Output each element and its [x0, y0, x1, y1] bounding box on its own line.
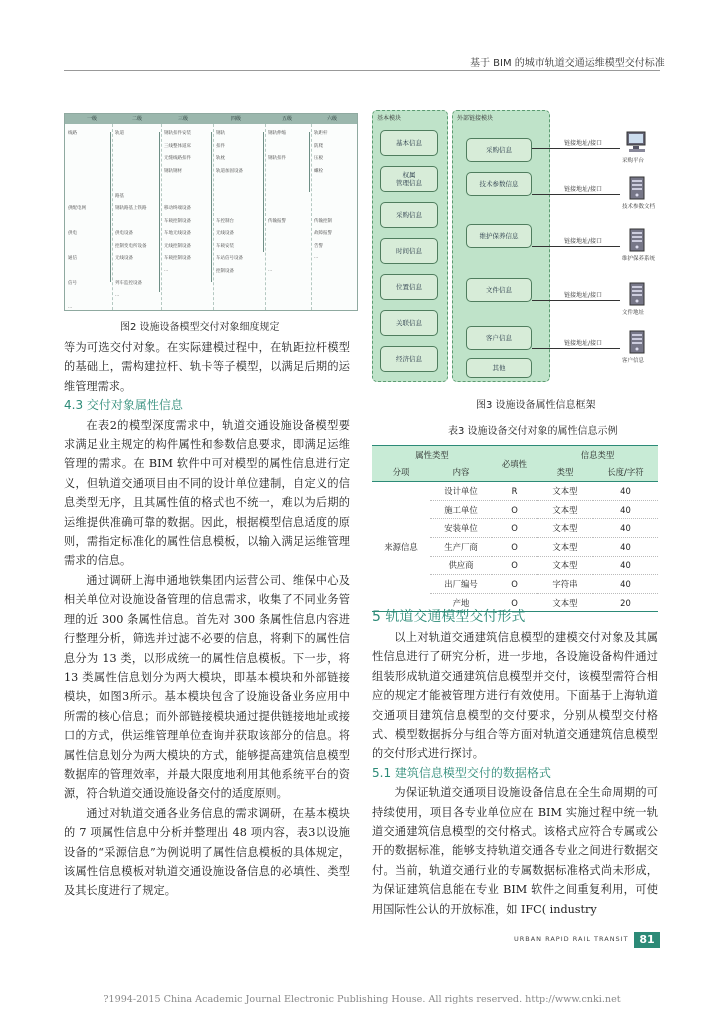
external-module-item: 客户信息	[466, 326, 532, 350]
cell-type: 文本型	[537, 500, 593, 519]
fig2-node: 线路	[68, 131, 77, 136]
fig2-col-head: 二级	[132, 116, 143, 122]
th-length: 长度/字符	[593, 464, 658, 482]
basic-module-item: 关联信息	[380, 310, 438, 336]
running-header: 基于 BIM 的城市轨道交通运维模型交付标准	[470, 58, 665, 69]
fig2-node: 传输控制	[314, 218, 332, 224]
cell-length: 40	[593, 519, 658, 538]
figure-2-caption: 图2 设施设备模型交付对象细度规定	[120, 322, 280, 333]
fig2-node: 无线设备	[216, 231, 234, 236]
system-label: 维护保养系统	[622, 256, 656, 262]
fig2-node: 钢轨	[216, 131, 225, 136]
paragraph: 以上对轨道交通建筑信息模型的建模交付对象及其属性信息进行了研究分析，进一步地，各设施设备构件通过组装形成轨道交通建筑信息模型并交付，该模型需符合相应的规定才能被管理方进行有效使用。下面基于上海轨道交通项目建筑信息模型的交付要求，分别从模型交付格式、模型数据拆分与组合等方面对轨道交通建筑信息模型的交付形式进行探讨。	[372, 631, 658, 761]
table-3	[372, 445, 658, 612]
fig2-node: 无缝线路扣件	[164, 156, 191, 161]
fig2-node: 车控制台	[216, 218, 234, 224]
table-3-body	[372, 482, 658, 612]
fig2-node: 信号	[68, 281, 77, 286]
cell-type: 文本型	[537, 593, 593, 612]
basic-module-item: 权属 管理信息	[380, 166, 438, 192]
basic-module-item: 基本信息	[380, 130, 438, 156]
basic-module-item: 位置信息	[380, 274, 438, 300]
fig2-connector	[159, 132, 160, 292]
fig2-col-head: 六级	[327, 116, 338, 122]
cell-required: O	[492, 556, 537, 575]
fig2-divider	[161, 124, 162, 310]
cell-length: 40	[593, 556, 658, 575]
fig2-node: 移动终端设备	[164, 206, 191, 211]
figure-3-caption: 图3 设施设备属性信息框架	[476, 400, 596, 411]
paragraph: 为保证轨道交通项目设施设备信息在全生命周期的可持续使用，项目各专业单位应在 BIM 实施过程中统一轨道交通建筑信息模型的交付格式。该格式应符合专属或公开的数据标准，能够支持轨道交通各专业之间进行数据交付。当前，轨道交通行业的专属数据标准格式尚未形成，为保证建筑信息能在专业 BIM 软件之间重复利用，可使用国际性公认的开放标准，如 IFC( industry	[372, 786, 658, 916]
th-class: 分项	[372, 464, 430, 482]
th-attr-type: 属性类型	[372, 446, 492, 464]
link-label: 链接地址/接口	[564, 340, 603, 347]
basic-module-item: 经济信息	[380, 346, 438, 372]
cell-length: 40	[593, 482, 658, 501]
fig2-divider	[265, 124, 266, 310]
fig2-node: 传输报警	[268, 218, 286, 224]
cell-required: O	[492, 593, 537, 612]
paragraph: 通过调研上海申通地铁集团内运营公司、维保中心及相关单位对设施设备管理的信息需求，收集了不同业务管理的近 300 条属性信息。首先对 300 条属性信息内容进行整理分析，筛选并过滤不必要的信息，将剩下的属性信息分为 13 类，以形成统一的属性信息模板。下一步，将 13 类属性信息划分为两大模块，即基本模块和外部链接模块，如图3所示。基本模块包含了设施设备业务应用中所需的核心信息；而外部链接模块通过提供链接地址或接口的方式，供运维管理单位查询并获取该部分的信息。将属性信息划分为两大模块的方式，能够提高建筑信息模型数据库的管理效率，并最大限度地利用其他系统平台的资源，符合轨道交通设施设备交付的适度原则。	[64, 573, 350, 801]
fig2-col-head: 四级	[231, 116, 242, 122]
fig2-connector	[110, 132, 111, 282]
cell-content: 设计单位	[430, 482, 492, 501]
cell-required: O	[492, 519, 537, 538]
fig2-node: 轨道	[115, 131, 124, 136]
cell-content: 生产厂商	[430, 537, 492, 556]
external-module-title: 外部链接模块	[457, 115, 494, 122]
fig2-node: 车地无线设备	[164, 231, 191, 236]
fig2-connector	[309, 132, 310, 192]
fig2-node: 供配电网	[68, 206, 86, 211]
link-line	[532, 194, 620, 195]
copyright-notice: ?1994-2015 China Academic Journal Electronic Publishing House. All rights reserved. http://www.cnki.net	[103, 994, 621, 1005]
fig2-node: 车载安装	[216, 243, 234, 249]
journal-footer	[508, 932, 660, 948]
th-type: 类型	[537, 464, 593, 482]
fig2-node: 防爬	[314, 143, 323, 149]
cell-required: O	[492, 500, 537, 519]
fig2-divider	[112, 124, 113, 310]
fig2-node: 车站信号设备	[216, 256, 243, 261]
fig2-col-head: 一级	[87, 116, 98, 122]
fig2-node: 钢轨扣件安装	[164, 131, 191, 136]
fig2-node: 轨距杆	[314, 131, 328, 136]
cell-type: 文本型	[537, 537, 593, 556]
th-info-type: 信息类型	[537, 446, 658, 464]
link-line	[532, 148, 620, 149]
fig2-node: ...	[164, 267, 169, 273]
th-content: 内容	[430, 464, 492, 482]
system-label: 文件地址	[622, 310, 645, 316]
fig2-node: 三线整体道床	[164, 143, 191, 149]
cell-type: 文本型	[537, 482, 593, 501]
fig2-node: ...	[268, 267, 273, 273]
system-label: 客户信息	[622, 358, 645, 364]
system-label: 技术参数文档	[622, 204, 656, 210]
fig2-node: 无线控制设备	[164, 243, 191, 249]
cell-length: 40	[593, 575, 658, 594]
link-line	[532, 348, 620, 349]
fig2-node: 车载控制设备	[164, 218, 191, 224]
fig2-node: ...	[115, 292, 120, 298]
fig2-node: 控制设备	[216, 268, 234, 274]
cell-type: 文本型	[537, 519, 593, 538]
cell-required: O	[492, 575, 537, 594]
external-module-item: 技术参数信息	[466, 172, 532, 196]
figure-2	[64, 113, 358, 311]
cell-content: 供应商	[430, 556, 492, 575]
fig2-node: 扣件	[216, 143, 225, 149]
right-column	[372, 606, 658, 919]
fig2-col-head: 五级	[282, 116, 293, 122]
th-required: 必填性	[492, 446, 537, 482]
cell-content: 安装单位	[430, 519, 492, 538]
system-label: 采购平台	[622, 158, 645, 164]
cell-content: 施工单位	[430, 500, 492, 519]
cell-content: 产地	[430, 593, 492, 612]
journal-name: URBAN RAPID RAIL TRANSIT	[514, 935, 629, 943]
link-label: 链接地址/接口	[564, 292, 603, 299]
fig2-node: 控制变电所设备	[115, 243, 147, 249]
section-heading-5-1: 5.1 建筑信息模型交付的数据格式	[372, 765, 551, 780]
cell-type: 文本型	[537, 556, 593, 575]
fig2-node: 钢轨钢材	[164, 168, 182, 174]
fig2-node: 列车监控设备	[115, 281, 142, 286]
fig2-node: 轨枕	[216, 156, 225, 161]
external-module-item: 采购信息	[466, 138, 532, 162]
fig2-node: 供电设备	[115, 231, 133, 236]
fig2-col-head: 三级	[178, 116, 189, 122]
basic-module-item: 采购信息	[380, 202, 438, 228]
fig2-connector	[263, 132, 264, 252]
fig2-node: 无线设备	[115, 256, 133, 261]
cell-length: 40	[593, 537, 658, 556]
paragraph: 通过对轨道交通各业务信息的需求调研，在基本模块的 7 项属性信息中分析并整理出 48 项内容，表3以设施设备的“采源信息”为例说明了属性信息模板的具体规定，该属性信息模板对轨道交通设施设备信息的必填性、类型及其长度进行了规定。	[64, 806, 350, 898]
fig2-connector	[211, 132, 212, 282]
figure-3	[372, 106, 658, 384]
link-label: 链接地址/接口	[564, 238, 603, 245]
basic-module-title: 基本模块	[377, 115, 402, 122]
fig2-node: 钢轨扣件	[268, 156, 286, 161]
link-label: 链接地址/接口	[564, 186, 603, 193]
cell-type: 字符串	[537, 575, 593, 594]
cell-length: 40	[593, 500, 658, 519]
figure-2-header	[65, 114, 357, 124]
table-3-title: 表3 设施设备交付对象的属性信息示例	[448, 426, 618, 437]
basic-module-item: 时间信息	[380, 238, 438, 264]
cell-required: O	[492, 537, 537, 556]
paragraph: 等为可选交付对象。在实际建模过程中，在轨距拉杆模型的基础上，需构建拉杆、轨卡等子模型，以满足后期的运维管理需求。	[64, 341, 350, 393]
table-row	[372, 482, 658, 501]
fig2-node: 路基	[115, 193, 124, 199]
fig2-node: 车载控制设备	[164, 256, 191, 261]
link-label: 链接地址/接口	[564, 140, 603, 147]
fig2-divider	[213, 124, 214, 310]
header-rule	[64, 70, 660, 71]
link-line	[532, 246, 620, 247]
fig2-node: ...	[68, 305, 73, 310]
cell-required: R	[492, 482, 537, 501]
fig2-node: 告警	[314, 243, 323, 249]
external-module-item: 文件信息	[466, 278, 532, 302]
cell-content: 出厂编号	[430, 575, 492, 594]
left-column	[64, 338, 350, 901]
fig2-node: 轨道加固设备	[216, 168, 243, 174]
fig2-node: 钢轨路基上铁路	[115, 206, 147, 211]
external-module-item: 其他	[466, 358, 532, 378]
external-module-item: 维护保养信息	[466, 224, 532, 248]
fig2-node: 钢轨伸缩	[268, 131, 286, 136]
section-heading-5: 5 轨道交通模型交付形式	[372, 609, 526, 625]
cell-length: 20	[593, 593, 658, 612]
fig2-node: 通信	[68, 256, 77, 261]
fig2-divider	[311, 124, 312, 310]
fig2-node: ...	[314, 255, 319, 260]
page-number: 81	[634, 932, 660, 948]
fig2-node: 压板	[314, 156, 323, 161]
fig2-node: 故障报警	[314, 231, 332, 236]
fig2-node: 供电	[68, 231, 77, 236]
group-cell: 来源信息	[372, 482, 430, 612]
section-heading-4-3: 4.3 交付对象属性信息	[64, 398, 183, 413]
link-line	[532, 300, 620, 301]
fig2-node: 螺栓	[314, 168, 323, 174]
paragraph: 在表2的模型深度需求中，轨道交通设施设备模型要求满足业主规定的构件属性和参数信息要求，即满足运维管理的需求。在 BIM 软件中可对模型的属性信息进行定义，但轨道交通项目由不同的设计单位建制，自定义的信息类型无序，且其属性值的格式也不统一，难以为后期的运维提供准确可靠的数据。因此，根据模型信息适度的原则，需指定标准化的属性信息模板，以输入满足运维管理需求的信息。	[64, 418, 350, 568]
